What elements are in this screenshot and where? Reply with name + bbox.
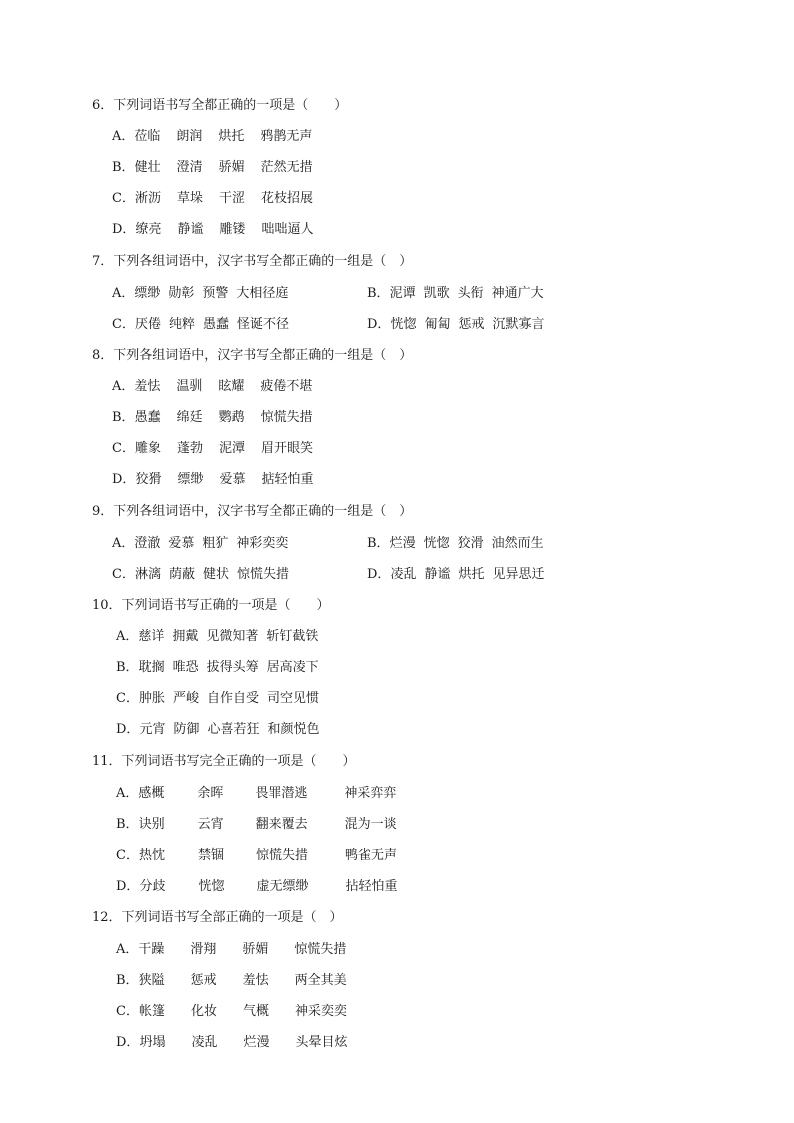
option-word: 爱慕	[168, 536, 195, 551]
option-word: 凯歌	[423, 286, 450, 301]
option-word: 两全其美	[294, 973, 347, 988]
option-word: 严峻	[172, 691, 199, 706]
option-word: 斩钉截铁	[266, 629, 319, 644]
question-9-option-b	[367, 535, 544, 553]
option-word: 干涩	[218, 191, 245, 206]
question-11-option-b	[116, 816, 397, 834]
option-word: 虚无缥缈	[256, 879, 309, 894]
question-8-stem: 8．下列各组词语中，汉字书写全都正确的一组是（ ）	[92, 348, 413, 363]
option-word: 淅沥	[134, 191, 161, 206]
option-word: 荫蔽	[168, 567, 195, 582]
question-8-option-a	[112, 378, 312, 396]
option-word: 翻来覆去	[255, 817, 308, 832]
question-9-option-a	[112, 535, 288, 553]
option-word: 神彩奕奕	[236, 536, 289, 551]
option-word: 热忱	[138, 848, 165, 863]
option-word: 惊慌失措	[236, 567, 289, 582]
option-word: 狡猾	[135, 472, 162, 487]
option-label: C．	[116, 848, 139, 863]
question-10-option-a	[116, 628, 318, 646]
option-word: 淋漓	[134, 567, 161, 582]
question-10-stem: 10．下列词语书写正确的一项是（ ）	[92, 598, 330, 613]
option-word: 见异思迁	[492, 567, 545, 582]
option-word: 健状	[202, 567, 229, 582]
option-word: 羞怯	[134, 379, 161, 394]
option-word: 神通广大	[491, 286, 544, 301]
option-word: 花枝招展	[260, 191, 313, 206]
option-label: B．	[116, 817, 139, 832]
option-word: 缥缈	[134, 286, 161, 301]
option-word: 慈详	[138, 629, 165, 644]
question-12-stem: 12．下列词语书写全部正确的一项是（ ）	[92, 910, 343, 925]
option-label: D．	[367, 567, 391, 582]
question-10-option-d	[116, 721, 319, 739]
option-word: 鹦鹉	[218, 410, 245, 425]
option-label: D．	[116, 722, 140, 737]
option-word: 惊慌失措	[260, 410, 313, 425]
option-word: 雕镂	[219, 222, 246, 237]
question-7-stem: 7．下列各组词语中，汉字书写全都正确的一组是（ ）	[92, 254, 413, 269]
option-word: 烂漫	[243, 1035, 270, 1050]
question-6-option-b	[112, 159, 313, 177]
option-label: A．	[112, 379, 135, 394]
question-11-stem: 11．下列词语书写完全正确的一项是（ ）	[92, 754, 356, 769]
question-7-option-d	[367, 316, 544, 334]
option-label: A．	[116, 629, 139, 644]
option-word: 余晖	[197, 786, 224, 801]
option-word: 神采奕奕	[294, 1004, 347, 1019]
question-6-option-d	[112, 221, 313, 239]
option-word: 鸦鹊无声	[260, 129, 313, 144]
option-word: 惊慌失措	[255, 848, 308, 863]
option-word: 骄媚	[218, 160, 245, 175]
option-word: 凌乱	[191, 1035, 218, 1050]
option-word: 司空见惯	[266, 691, 319, 706]
option-label: D．	[112, 222, 136, 237]
option-label: A．	[116, 942, 139, 957]
question-7-option-b	[367, 285, 544, 303]
option-word: 惩戒	[458, 317, 485, 332]
option-word: 静谧	[177, 222, 204, 237]
option-word: 恍惚	[390, 317, 417, 332]
option-label: D．	[367, 317, 391, 332]
option-word: 和颜悦色	[267, 722, 320, 737]
option-word: 咄咄逼人	[261, 222, 314, 237]
question-6-stem: 6．下列词语书写全都正确的一项是（ ）	[92, 98, 348, 113]
question-11-option-a	[116, 785, 396, 803]
question-10-option-b	[116, 659, 319, 677]
option-label: B．	[116, 660, 139, 675]
option-word: 诀别	[138, 817, 165, 832]
option-word: 匍匐	[424, 317, 451, 332]
option-word: 泥谭	[389, 286, 416, 301]
question-12-option-a	[116, 941, 346, 959]
option-label: B．	[367, 286, 390, 301]
option-word: 怪诞不径	[236, 317, 289, 332]
option-label: D．	[116, 879, 140, 894]
option-word: 恍惚	[423, 536, 450, 551]
option-word: 鸭雀无声	[344, 848, 397, 863]
option-word: 蓬勃	[176, 441, 203, 456]
question-8-option-b	[112, 409, 313, 427]
option-word: 滑翔	[190, 942, 217, 957]
option-label: C．	[116, 1004, 139, 1019]
option-word: 心喜若狂	[207, 722, 260, 737]
option-word: 惩戒	[190, 973, 217, 988]
question-9-option-d	[367, 566, 544, 584]
option-word: 拔得头筹	[206, 660, 259, 675]
option-word: 肿胀	[138, 691, 165, 706]
option-word: 缥缈	[177, 472, 204, 487]
option-word: 沉默寡言	[492, 317, 545, 332]
option-word: 厌倦	[134, 317, 161, 332]
question-6-option-c	[112, 190, 313, 208]
option-word: 自作自受	[206, 691, 259, 706]
option-word: 疲倦不堪	[260, 379, 313, 394]
option-word: 恍惚	[198, 879, 225, 894]
option-word: 凌乱	[390, 567, 417, 582]
option-word: 掂轻怕重	[261, 472, 314, 487]
question-8-option-d	[112, 471, 313, 489]
option-word: 坍塌	[139, 1035, 166, 1050]
option-word: 勋彰	[168, 286, 195, 301]
option-word: 禁锢	[197, 848, 224, 863]
question-9-option-c	[112, 566, 289, 584]
option-word: 元宵	[139, 722, 166, 737]
option-word: 畏罪潜逃	[255, 786, 308, 801]
option-word: 草垛	[176, 191, 203, 206]
option-word: 澄清	[176, 160, 203, 175]
option-word: 缭亮	[135, 222, 162, 237]
option-word: 拥戴	[172, 629, 199, 644]
option-word: 油然而生	[491, 536, 544, 551]
option-word: 狭隘	[138, 973, 165, 988]
option-word: 头衔	[457, 286, 484, 301]
option-label: B．	[112, 160, 135, 175]
question-10-option-c	[116, 690, 319, 708]
option-word: 大相径庭	[236, 286, 289, 301]
question-6-option-a	[112, 128, 312, 146]
option-word: 云宵	[197, 817, 224, 832]
option-label: C．	[112, 317, 135, 332]
option-word: 唯恐	[172, 660, 199, 675]
question-12-option-c	[116, 1003, 347, 1021]
option-word: 头晕目炫	[295, 1035, 348, 1050]
option-label: B．	[112, 410, 135, 425]
option-label: A．	[116, 786, 139, 801]
option-label: D．	[116, 1035, 140, 1050]
option-label: B．	[116, 973, 139, 988]
option-word: 拈轻怕重	[345, 879, 398, 894]
question-11-option-d	[116, 878, 397, 896]
option-label: A．	[112, 129, 135, 144]
option-word: 惊慌失措	[294, 942, 347, 957]
question-12-option-d	[116, 1034, 347, 1052]
option-word: 烘托	[218, 129, 245, 144]
question-12-option-b	[116, 972, 347, 990]
option-word: 雕象	[134, 441, 161, 456]
question-7-option-a	[112, 285, 288, 303]
option-label: C．	[112, 441, 135, 456]
option-word: 莅临	[134, 129, 161, 144]
option-word: 澄澈	[134, 536, 161, 551]
option-word: 羞怯	[242, 973, 269, 988]
option-word: 帐篷	[138, 1004, 165, 1019]
question-8-option-c	[112, 440, 313, 458]
question-7-option-c	[112, 316, 289, 334]
option-word: 干躁	[138, 942, 165, 957]
option-word: 感概	[138, 786, 165, 801]
question-9-stem: 9．下列各组词语中，汉字书写全都正确的一组是（ ）	[92, 504, 413, 519]
option-word: 分歧	[139, 879, 166, 894]
option-word: 健壮	[134, 160, 161, 175]
question-11-option-c	[116, 847, 397, 865]
option-word: 混为一谈	[344, 817, 397, 832]
option-word: 静谧	[424, 567, 451, 582]
option-word: 骄媚	[242, 942, 269, 957]
option-word: 茫然无措	[260, 160, 313, 175]
option-word: 见微知著	[206, 629, 259, 644]
option-word: 朗润	[176, 129, 203, 144]
option-word: 居高凌下	[266, 660, 319, 675]
option-word: 防御	[173, 722, 200, 737]
option-word: 预警	[202, 286, 229, 301]
option-word: 眉开眼笑	[260, 441, 313, 456]
option-label: B．	[367, 536, 390, 551]
option-word: 狡滑	[457, 536, 484, 551]
option-word: 爱慕	[219, 472, 246, 487]
option-word: 绵廷	[176, 410, 203, 425]
option-word: 神采弈弈	[344, 786, 397, 801]
option-label: D．	[112, 472, 136, 487]
option-word: 化妆	[190, 1004, 217, 1019]
option-word: 眩耀	[218, 379, 245, 394]
option-label: C．	[116, 691, 139, 706]
option-label: A．	[112, 536, 135, 551]
option-word: 温驯	[176, 379, 203, 394]
option-label: C．	[112, 191, 135, 206]
option-word: 烘托	[458, 567, 485, 582]
option-word: 愚蠢	[202, 317, 229, 332]
option-word: 粗犷	[202, 536, 229, 551]
option-word: 纯粹	[168, 317, 195, 332]
option-word: 泥潭	[218, 441, 245, 456]
option-word: 耽搁	[138, 660, 165, 675]
option-word: 愚蠢	[134, 410, 161, 425]
option-label: A．	[112, 286, 135, 301]
option-word: 气概	[242, 1004, 269, 1019]
option-word: 烂漫	[389, 536, 416, 551]
option-label: C．	[112, 567, 135, 582]
